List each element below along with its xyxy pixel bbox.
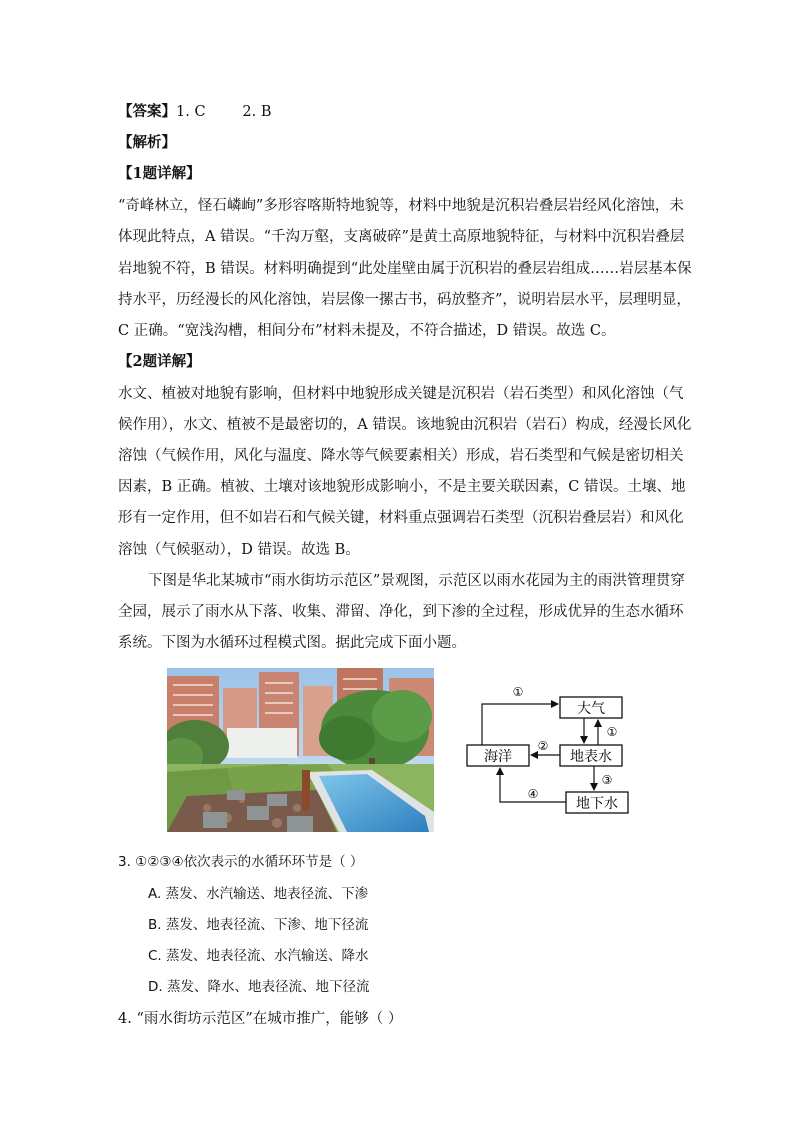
question-3-option-b: B. 蒸发、地表径流、下渗、地下径流	[148, 917, 369, 933]
analysis-label: 【解析】	[118, 134, 176, 151]
intro-line: 全园，展示了雨水从下落、收集、滞留、净化，到下渗的全过程，形成优异的生态水循环	[118, 604, 684, 620]
arrow-label-1-top: ①	[512, 685, 524, 699]
arrow-label-3: ③	[601, 773, 613, 787]
water-cycle-diagram	[462, 676, 632, 821]
answer-label: 【答案】	[118, 103, 176, 120]
q1-detail-line: “奇峰林立，怪石嶙峋”多形容喀斯特地貌等，材料中地貌是沉积岩叠层岩经风化溶蚀，未	[118, 198, 684, 214]
q2-detail-line: 溶蚀（气候驱动），D 错误。故选 B。	[118, 542, 360, 558]
question-3-option-a: A. 蒸发、水汽输送、地表径流、下渗	[148, 886, 369, 902]
q2-detail-line: 因素，B 正确。植被、土壤对该地貌形成影响小，不是主要关联因素，C 错误。土壤、地	[118, 479, 686, 495]
q1-detail-line: 岩地貌不符，B 错误。材料明确提到“此处崖壁由属于沉积岩的叠层岩组成……岩层基本保	[118, 261, 692, 277]
question-3-option-c: C. 蒸发、地表径流、水汽输送、降水	[148, 948, 369, 964]
atmosphere-label: 大气	[577, 701, 605, 717]
q2-detail-line: 溶蚀（气候作用，风化与温度、降水等气候要素相关）形成，岩石类型和气候是密切相关	[118, 448, 684, 464]
answer-text: 1. C 2. B	[176, 104, 272, 120]
q1-detail-line: 体现此特点，A 错误。“千沟万壑，支离破碎”是黄土高原地貌特征，与材料中沉积岩叠层	[118, 229, 685, 245]
q2-detail-line: 候作用），水文、植被不是最密切的，A 错误。该地貌由沉积岩（岩石）构成，经漫长风化	[118, 417, 692, 433]
arrow-label-1-right: ①	[606, 725, 618, 739]
rain-garden-photo	[167, 668, 434, 832]
answer-line	[118, 102, 272, 122]
arrow-label-4: ④	[527, 787, 539, 801]
q1-detail-line: C 正确。“宽浅沟槽，相间分布”材料未提及，不符合描述，D 错误。故选 C。	[118, 323, 616, 339]
intro-line: 下图是华北某城市“雨水街坊示范区”景观图，示范区以雨水花园为主的雨洪管理贯穿	[148, 573, 685, 589]
q1-detail-line: 持水平，历经漫长的风化溶蚀，岩层像一摞古书，码放整齐”，说明岩层水平，层理明显，	[118, 292, 691, 308]
q2-detail-line: 形有一定作用，但不如岩石和气候关键，材料重点强调岩石类型（沉积岩叠层岩）和风化	[118, 510, 684, 526]
question-4-stem: 4. “雨水街坊示范区”在城市推广，能够（ ）	[118, 1011, 403, 1027]
intro-line: 系统。下图为水循环过程模式图。据此完成下面小题。	[118, 635, 466, 651]
q2-detail-line: 水文、植被对地貌有影响，但材料中地貌形成关键是沉积岩（岩石类型）和风化溶蚀（气	[118, 386, 684, 402]
groundwater-label: 地下水	[576, 796, 618, 812]
q1-detail-label: 【1题详解】	[118, 165, 201, 182]
question-3-option-d: D. 蒸发、降水、地表径流、地下径流	[148, 979, 370, 995]
question-3-stem: 3. ①②③④依次表示的水循环环节是（ ）	[118, 854, 364, 870]
arrow-label-2: ②	[537, 739, 549, 753]
ocean-label: 海洋	[484, 749, 512, 765]
surface-water-label: 地表水	[570, 749, 612, 765]
q2-detail-label: 【2题详解】	[118, 353, 201, 370]
